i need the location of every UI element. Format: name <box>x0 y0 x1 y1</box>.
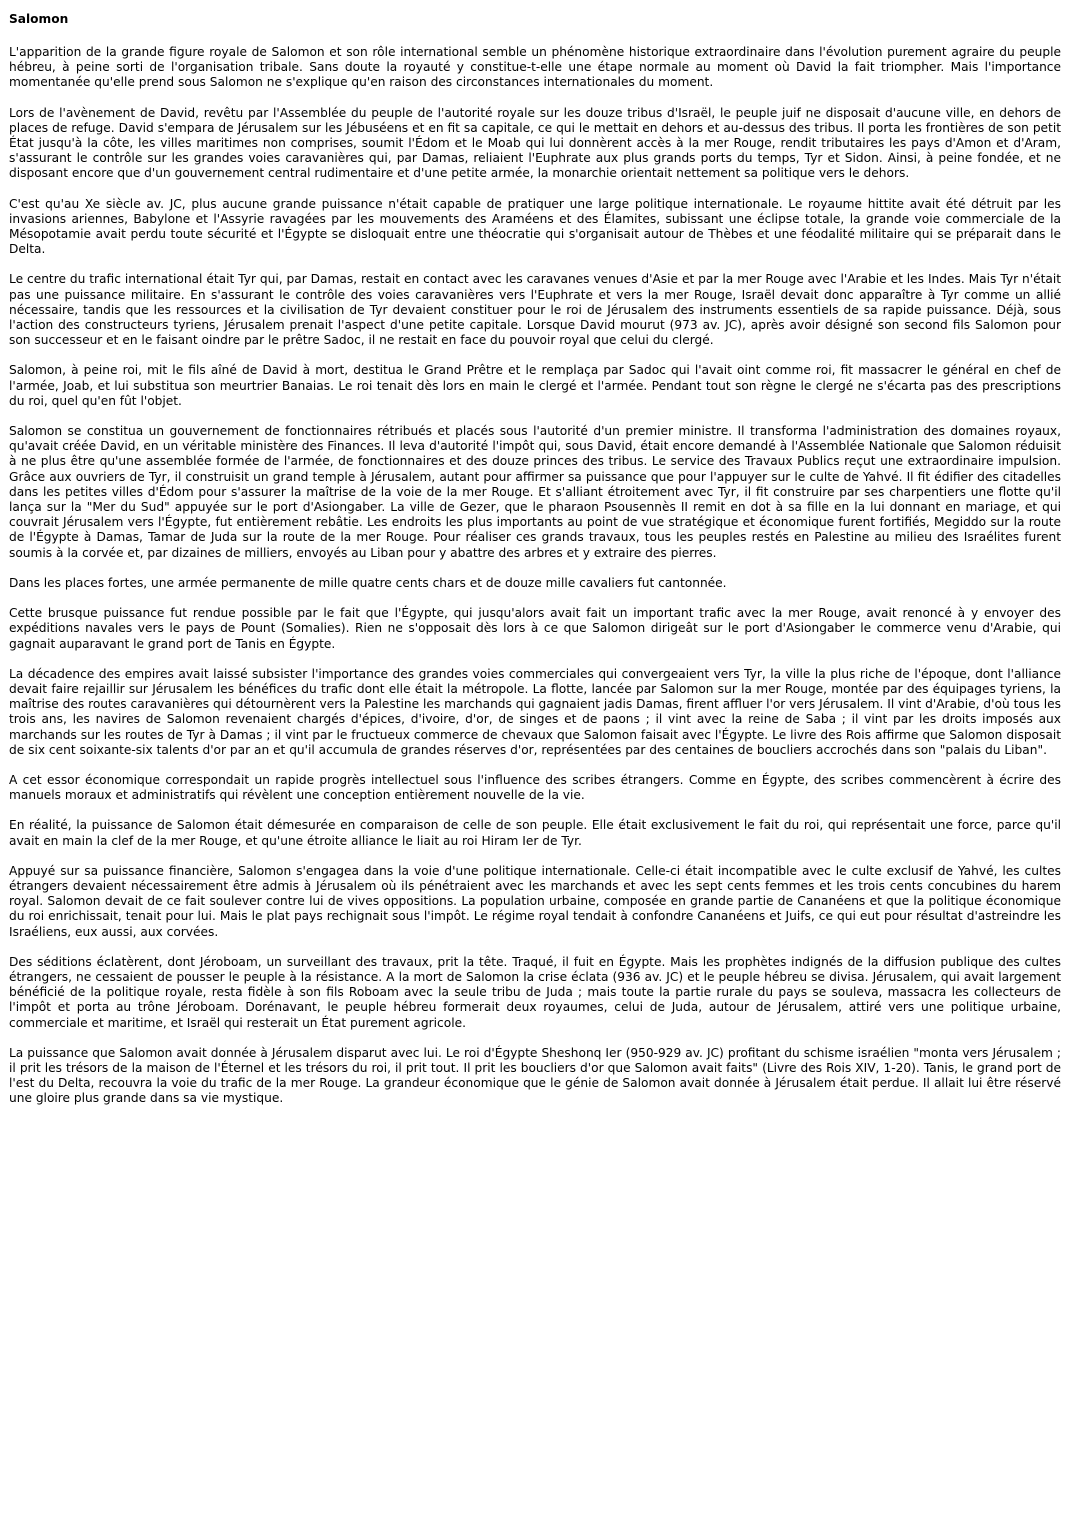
paragraph-7: Dans les places fortes, une armée permanente de mille quatre cents chars et de douze mille cavaliers fut cantonnée. <box>9 575 727 590</box>
paragraph-9: La décadence des empires avait laissé subsister l'importance des grandes voies commerciales qui convergeaient vers Tyr, la ville la plus riche de l'époque, dont l'alliance devait faire rejaillir sur Jérusalem les bénéfices du trafic dont elle était la métropole. La flotte, lancée par Salomon sur la mer Rouge, montée par des équipages tyriens, la maîtrise des routes caravanières qui détournèrent vers la Palestine les marchands qui gagnaient jadis Damas, firent affluer l'or vers Jérusalem. Il vint d'Arabie, d'où tous les trois ans, les navires de Salomon revenaient chargés d'épices, d'ivoire, d'or, de singes et de paons ; il vint avec la reine de Saba ; il vint par les droits imposés aux marchands sur les routes de Tyr à Damas ; il vint par le fructueux commerce de chevaux que Salomon faisait avec l'Égypte. Le livre des Rois affirme que Salomon disposait de six cent soixante-six talents d'or par an et qu'il accumula de grandes réserves d'or, représentées par des centaines de boucliers accrochés dans son "palais du Liban". <box>9 666 1061 757</box>
paragraph-6: Salomon se constitua un gouvernement de fonctionnaires rétribués et placés sous l'autorité d'un premier ministre. Il transforma l'administration des domaines royaux, qu'avait créée David, en un véritable ministère des Finances. Il leva d'autorité l'impôt qui, sous David, était encore demandé à l'Assemblée Nationale que Salomon réduisit à ne plus être qu'une assemblée formée de l'armée, de fonctionnaires et des douze princes des tribus. Le service des Travaux Publics reçut une extraordinaire impulsion. Grâce aux ouvriers de Tyr, il construisit un grand temple à Jérusalem, autant pour affirmer sa puissance que pour l'appuyer sur le culte de Yahvé. Il fit édifier des citadelles dans les petites villes d'Édom pour s'assurer la maîtrise de la voie de la mer Rouge. Et s'alliant étroitement avec Tyr, il fit construire par ses charpentiers une flotte qu'il lança sur la "Mer du Sud" appuyée sur le port d'Asiongaber. La ville de Gezer, que le pharaon Psousennès II remit en dot à sa fille en la lui donnant en mariage, et qui couvrait Jérusalem vers l'Égypte, fut entièrement rebâtie. Les endroits les plus importants au point de vue stratégique et économique furent fortifiés, Megiddo sur la route de l'Égypte à Damas, Tamar de Juda sur la route de la mer Rouge. Pour réaliser ces grands travaux, tous les peuples restés en Palestine au milieu des Israélites furent soumis à la corvée et, par dizaines de milliers, envoyés au Liban pour y abattre des arbres et y extraire des pierres. <box>9 424 1061 560</box>
paragraph-11: En réalité, la puissance de Salomon était démesurée en comparaison de celle de son peuple. Elle était exclusivement le fait du roi, qui représentait une force, parce qu'il avait en main la clef de la mer Rouge, et qu'une étroite alliance le liait au roi Hiram Ier de Tyr. <box>9 818 1061 848</box>
paragraph-5: Salomon, à peine roi, mit le fils aîné de David à mort, destitua le Grand Prêtre et le remplaça par Sadoc qui l'avait oint comme roi, fit massacrer le général en chef de l'armée, Joab, et lui substitua son meurtrier Banaias. Le roi tenait dès lors en main le clergé et l'armée. Pendant tout son règne le clergé ne s'écarta pas des prescriptions du roi, quel qu'en fût l'objet. <box>9 363 1061 408</box>
paragraph-14: La puissance que Salomon avait donnée à Jérusalem disparut avec lui. Le roi d'Égypte Sheshonq Ier (950-929 av. JC) profitant du schisme israélien "monta vers Jérusalem ; il prit les trésors de la maison de l'Éternel et les trésors du roi, il prit tout. Il prit les boucliers d'or que Salomon avait faits" (Livre des Rois XIV, 1-20). Tanis, le grand port de l'est du Delta, recouvra la voie du trafic de la mer Rouge. La grandeur économique que le génie de Salomon avait donnée à Jérusalem était perdue. Il allait lui être réservé une gloire plus grande dans sa vie mystique. <box>9 1045 1061 1106</box>
paragraph-2: Lors de l'avènement de David, revêtu par l'Assemblée du peuple de l'autorité royale sur les douze tribus d'Israël, le peuple juif ne disposait d'aucune ville, en dehors de places de refuge. David s'empara de Jérusalem sur les Jébuséens et en fit sa capitale, ce qui le mettait en dehors et au-dessus des tribus. Il porta les frontières de son petit État jusqu'à la côte, les villes maritimes non comprises, soumit l'Édom et le Moab qui lui donnèrent accès à la mer Rouge, rendit tributaires les pays d'Amon et d'Aram, s'assurant le contrôle sur les grandes voies caravanières qui, par Damas, reliaient l'Euphrate aux plus grands ports du temps, Tyr et Sidon. Ainsi, à peine fondée, et ne disposant encore que d'un gouvernement central rudimentaire et d'une petite armée, la monarchie orientait nettement sa politique vers le dehors. <box>9 105 1061 181</box>
document-body <box>9 45 1061 1107</box>
paragraph-12: Appuyé sur sa puissance financière, Salomon s'engagea dans la voie d'une politique internationale. Celle-ci était incompatible avec le culte exclusif de Yahvé, les cultes étrangers devaient nécessairement être admis à Jérusalem où ils pénétraient avec les marchands et avec les sept cents femmes et les trois cents concubines du harem royal. Salomon devait de ce fait soulever contre lui de vives oppositions. La population urbaine, composée en grande partie de Cananéens et que la politique économique du roi enrichissait, tenait pour lui. Mais le plat pays rechignait sous l'impôt. Le régime royal tendait à confondre Cananéens et Juifs, ce qui eut pour résultat d'astreindre les Israéliens, eux aussi, aux corvées. <box>9 863 1061 939</box>
paragraph-4: Le centre du trafic international était Tyr qui, par Damas, restait en contact avec les caravanes venues d'Asie et par la mer Rouge avec l'Arabie et les Indes. Mais Tyr n'était pas une puissance militaire. En s'assurant le contrôle des voies caravanières vers l'Euphrate et vers la mer Rouge, Israël devait donc apparaître à Tyr comme un allié nécessaire, tandis que les ressources et la civilisation de Tyr devaient constituer pour le roi de Jérusalem des instruments essentiels de sa rapide puissance. Déjà, sous l'action des constructeurs tyriens, Jérusalem prenait l'aspect d'une petite capitale. Lorsque David mourut (973 av. JC), après avoir désigné son second fils Salomon pour son successeur et en le faisant oindre par le prêtre Sadoc, il ne restait en face du pouvoir royal que celui du clergé. <box>9 272 1061 348</box>
paragraph-13: Des séditions éclatèrent, dont Jéroboam, un surveillant des travaux, prit la tête. Traqué, il fuit en Égypte. Mais les prophètes indignés de la diffusion publique des cultes étrangers, ne cessaient de pousser le peuple à la résistance. A la mort de Salomon la crise éclata (936 av. JC) et le peuple hébreu se divisa. Jérusalem, qui avait largement bénéficié de la politique royale, resta fidèle à son fils Roboam avec la seule tribu de Juda ; mais toute la partie rurale du pays se souleva, massacra les collecteurs de l'impôt et porta au trône Jéroboam. Dorénavant, le peuple hébreu formerait deux royaumes, celui de Juda, autour de Jérusalem, attiré vers une politique urbaine, commerciale et maritime, et Israël qui resterait un État purement agricole. <box>9 954 1061 1030</box>
paragraph-3: C'est qu'au Xe siècle av. JC, plus aucune grande puissance n'était capable de pratiquer une large politique internationale. Le royaume hittite avait été détruit par les invasions ariennes, Babylone et l'Assyrie ravagées par les mouvements des Araméens et des Élamites, subissant une éclipse totale, la grande voie commerciale de la Mésopotamie avait perdu toute sécurité et l'Égypte se disloquait entre une théocratie qui s'organisait autour de Thèbes et une féodalité militaire qui se préparait dans le Delta. <box>9 196 1061 257</box>
paragraph-1: L'apparition de la grande figure royale de Salomon et son rôle international semble un phénomène historique extraordinaire dans l'évolution purement agraire du peuple hébreu, à peine sorti de l'organisation tribale. Sans doute la royauté y constitue-t-elle une étape normale au moment où David la fait triompher. Mais l'importance momentanée qu'elle prend sous Salomon ne s'explique qu'en raison des circonstances internationales du moment. <box>9 45 1061 90</box>
paragraph-10: A cet essor économique correspondait un rapide progrès intellectuel sous l'influence des scribes étrangers. Comme en Égypte, des scribes commencèrent à écrire des manuels moraux et administratifs qui révèlent une conception entièrement nouvelle de la vie. <box>9 772 1061 803</box>
document-title: Salomon <box>9 12 69 26</box>
paragraph-8: Cette brusque puissance fut rendue possible par le fait que l'Égypte, qui jusqu'alors avait fait un important trafic avec la mer Rouge, avait renoncé à y envoyer des expéditions navales vers le pays de Pount (Somalies). Rien ne s'opposait dès lors à ce que Salomon dirigeât sur le port d'Asiongaber le commerce venu d'Arabie, qui gagnait auparavant le grand port de Tanis en Égypte. <box>9 606 1061 651</box>
